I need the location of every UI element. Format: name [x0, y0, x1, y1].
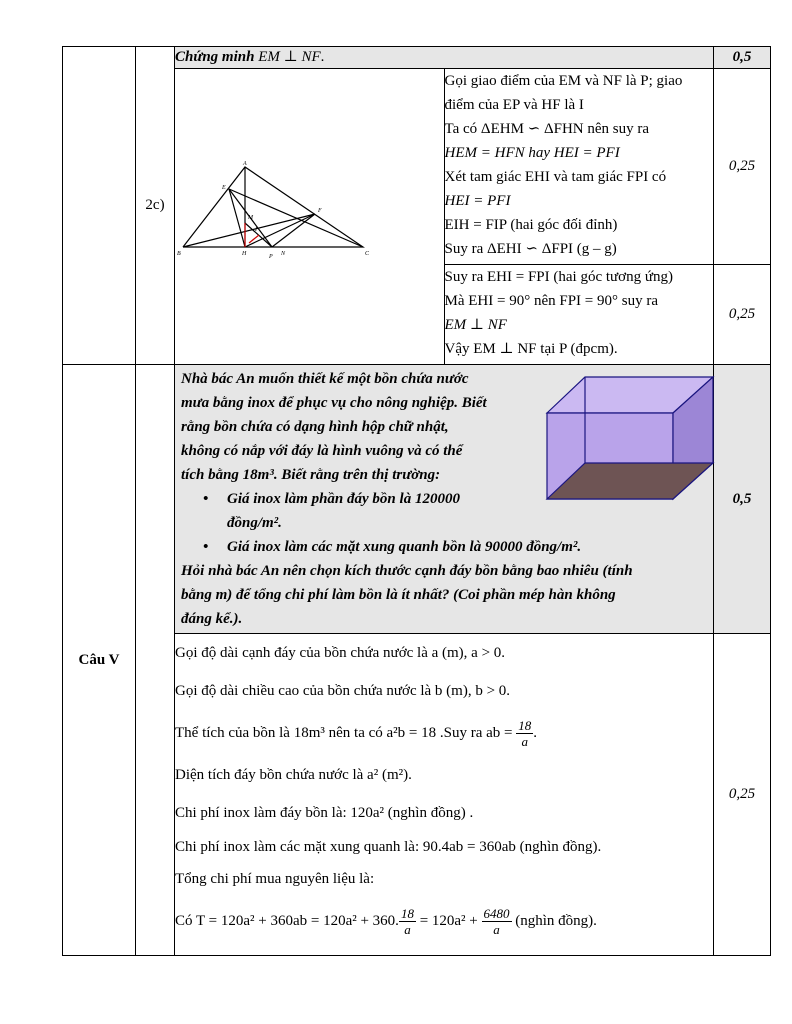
empty-cell-top — [63, 47, 136, 365]
label-P: P — [269, 254, 273, 260]
part-2c-title: Chứng minh EM ⊥ NF. — [175, 47, 714, 69]
triangle-figure — [175, 159, 380, 269]
solution-line-7: Tổng chi phí mua nguyên liệu là: — [175, 870, 375, 887]
solution-line-6: Chi phí inox làm các mặt xung quanh là: 90.4ab = 360ab (nghìn đồng). — [175, 838, 602, 855]
label-M: M — [248, 215, 253, 221]
part-2c-block2: Suy ra EHI = FPI (hai góc tương ứng) Mà EHI = 90° nên FPI = 90° suy ra EM ⊥ NF Vậy EM ⊥ NF tại P (đpcm). — [444, 265, 714, 365]
solution-line-8: Có T = 120a² + 360ab = 120a² + 360. $\frac{18}{a}$ = 120a² + $\frac{6480}{a}$ (nghìn đồng). — [175, 905, 597, 937]
label-E: E — [222, 185, 226, 191]
label-B: B — [177, 251, 181, 257]
answer-table — [62, 46, 771, 956]
question-label-cau-v: Câu V — [63, 365, 136, 956]
part-2c-block2-score: 0,25 — [714, 265, 771, 365]
solution-line-2: Gọi độ dài chiều cao của bồn chứa nước là b (m), b > 0. — [175, 682, 511, 699]
label-A: A — [243, 161, 247, 167]
part-2c-block1: Gọi giao điểm của EM và NF là P; giao điểm của EP và HF là I Ta có ΔEHM ∽ ΔFHN nên suy ra HEM = HFN hay HEI = PFI Xét tam giác EHI và tam giác FPI có HEI = PFI EIH = FIP (hai góc đối đỉnh) Suy ra ΔEHI ∽ ΔFPI (g – g) — [444, 69, 714, 265]
tank-box-illustration — [545, 375, 717, 503]
solution-line-4: Diện tích đáy bồn chứa nước là a² (m²). — [175, 766, 412, 783]
solution-line-5: Chi phí inox làm đáy bồn là: 120a² (nghìn đồng) . — [175, 804, 474, 821]
solution-line-1: Gọi độ dài cạnh đáy của bồn chứa nước là a (m), a > 0. — [175, 644, 506, 661]
solution-block — [175, 634, 714, 956]
part-label-2c: 2c) — [136, 47, 175, 365]
empty-cell-v — [136, 365, 175, 956]
label-C: C — [365, 251, 370, 257]
problem-score: 0,5 — [714, 365, 771, 634]
label-F: F — [318, 208, 322, 214]
problem-statement: Nhà bác An muốn thiết kế một bồn chứa nước mưa bằng inox để phục vụ cho nông nghiệp. Biết rằng bồn chứa có dạng hình hộp chữ nhật, không có nắp với đáy là hình vuông và có thể tích bằng 18m³. Biết rằng trên thị trường: • Giá inox làm phần đáy bồn là 120000 đồng/m². • Giá inox làm các mặt xung quanh bồn là 90000 đồng/m². Hỏi nhà bác An nên chọn kích thước cạnh đáy bồn bằng bao nhiêu (tính bằng m) để tổng chi phí làm bồn là ít nhất? (Coi phần mép hàn không đáng kể.). — [175, 365, 714, 634]
label-I: I — [255, 227, 257, 233]
solution-score: 0,25 — [714, 634, 771, 956]
solution-line-3: Thể tích của bồn là 18m³ nên ta có a²b = 18 .Suy ra ab = $\frac{18}{a}$ . — [175, 717, 537, 749]
part-2c-title-score: 0,5 — [714, 47, 771, 69]
label-H: H — [242, 251, 247, 257]
geometry-figure-cell — [175, 69, 445, 365]
label-N: N — [281, 251, 286, 257]
part-2c-block1-score: 0,25 — [714, 69, 771, 265]
